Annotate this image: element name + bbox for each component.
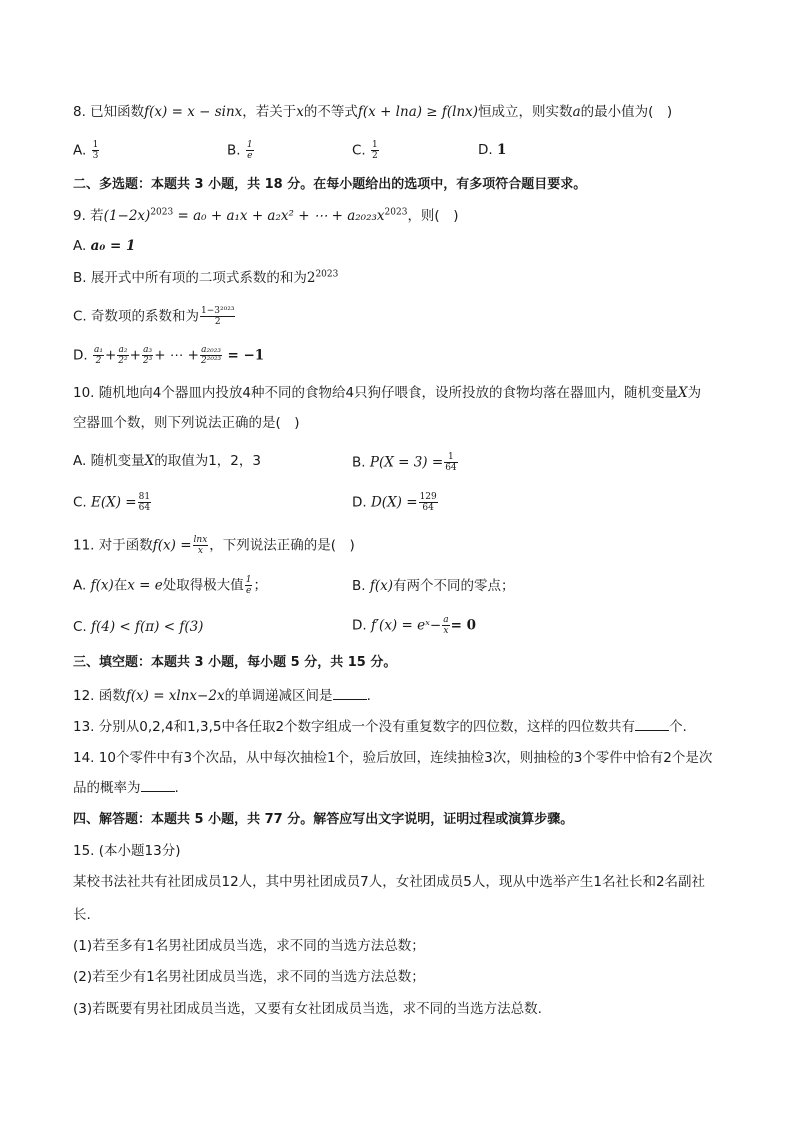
numerator: 1 <box>245 575 252 585</box>
q10-option-d <box>352 492 439 513</box>
option-label: B. <box>227 142 241 159</box>
fraction <box>371 140 379 161</box>
q8-option-a <box>73 140 100 161</box>
q12-expr: f(x) = xlnx−2x <box>125 688 225 704</box>
q8-option-c <box>352 140 380 161</box>
q12-prefix: 12. 函数 <box>73 688 126 704</box>
q10-option-b <box>352 452 459 473</box>
q9-prefix: 9. 若 <box>73 208 104 224</box>
q8-func: f(x) = x − sinx <box>144 104 243 120</box>
fraction <box>245 575 253 596</box>
dots: + ⋯ + <box>154 347 199 364</box>
q9-option-c <box>73 306 236 327</box>
q13-stem <box>73 717 687 737</box>
q11-option-b <box>352 576 515 596</box>
fraction <box>93 345 104 366</box>
q10-end: 为 <box>687 385 702 401</box>
q15-stem-line2: 长. <box>73 907 91 923</box>
numerator: 1 <box>372 140 378 150</box>
section-heading-answer: 四、解答题：本题共 5 小题，共 77 分。解答应写出文字说明，证明过程或演算步骤。 <box>73 812 574 827</box>
option-label: B. <box>352 578 366 594</box>
option-label: C. <box>73 494 87 511</box>
denominator: 3 <box>92 151 99 161</box>
option-x: x = e <box>127 577 163 594</box>
q10-stem-line2: 空器皿个数，则下列说法正确的是( ) <box>73 415 300 431</box>
option-func: f(x) <box>90 577 114 594</box>
option-label: D. <box>73 347 88 364</box>
option-label: A. <box>73 142 87 159</box>
option-expr: f′(x) = eˣ− <box>370 617 442 634</box>
q8-var2: a <box>572 104 581 120</box>
fraction <box>142 345 153 366</box>
q8-text4: 恒成立，则实数 <box>478 104 573 120</box>
q9-exp: 2023 <box>150 207 174 218</box>
q8-text2: ，若关于 <box>242 104 297 120</box>
answer-blank <box>333 686 367 700</box>
option-label: C. <box>352 142 366 159</box>
denominator: e <box>247 151 253 161</box>
denominator: x <box>443 626 449 636</box>
option-text: C. 奇数项的系数和为 <box>73 308 200 325</box>
q10-var: X <box>678 385 688 401</box>
q9-rhs: = a₀ + a₁x + a₂x² + ⋯ + a₂₀₂₃x <box>173 208 385 224</box>
option-func: f(x) <box>369 578 394 594</box>
option-expr: P(X = 3) = <box>369 454 444 471</box>
fraction <box>200 306 235 327</box>
q11-prefix: 11. 对于函数 <box>73 537 153 554</box>
q9-suffix: ，则( ) <box>407 208 459 224</box>
q15-part1: (1)若至多有1名男社团成员当选，求不同的当选方法总数； <box>73 938 425 954</box>
q15-part3: (3)若既要有男社团成员当选，又要有女社团成员当选，求不同的当选方法总数. <box>73 1001 542 1017</box>
option-label: A. <box>73 238 87 254</box>
numerator: a₂₀₂₃ <box>201 345 221 355</box>
q11-stem <box>73 535 355 556</box>
q11-suffix: ，下列说法正确的是( ) <box>209 537 355 554</box>
q8-var: x <box>296 104 304 120</box>
q15-stem-line1: 某校书法社共有社团成员12人，其中男社团成员7人，女社团成员5人，现从中选举产生1名社长和2名副社 <box>73 874 706 890</box>
q12-end: . <box>366 688 371 704</box>
q10-stem-line1 <box>73 383 701 403</box>
option-expr: D(X) = <box>370 494 418 511</box>
numerator: 1−3²⁰²³ <box>201 306 235 316</box>
denominator: 64 <box>445 463 457 473</box>
q13-end: 个. <box>669 719 687 735</box>
option-label: C. <box>73 619 87 635</box>
numerator: a <box>443 615 449 625</box>
denominator: 2²⁰²³ <box>201 356 222 366</box>
numerator: 129 <box>419 492 437 502</box>
option-rhs: = −1 <box>227 347 265 364</box>
option-exp: 2023 <box>315 269 339 280</box>
q10-option-a <box>73 451 261 471</box>
option-expr: f(4) < f(π) < f(3) <box>91 619 204 635</box>
denominator: x <box>197 546 203 556</box>
numerator: 1 <box>444 452 457 463</box>
option-label: D. <box>352 617 367 634</box>
fraction <box>444 452 457 473</box>
numerator: 1 <box>246 140 253 150</box>
section-heading-fill-blank: 三、填空题：本题共 3 小题，每小题 5 分，共 15 分。 <box>73 655 397 670</box>
q14-text: 品的概率为 <box>73 780 141 796</box>
fraction <box>200 345 222 366</box>
option-label: D. <box>352 494 367 511</box>
q9-expr: (1−2x) <box>103 208 151 224</box>
q8-text: 8. 已知函数 <box>73 104 145 120</box>
denominator: e <box>245 586 252 596</box>
option-rest: 有两个不同的零点； <box>393 578 515 594</box>
denominator: 64 <box>422 503 434 513</box>
option-value: 1 <box>496 142 507 158</box>
q8-text3: 的不等式 <box>303 104 358 120</box>
option-label: B. <box>352 454 366 471</box>
q12-stem <box>73 686 371 706</box>
option-base: 2 <box>306 270 316 286</box>
option-expr: E(X) = <box>91 494 137 511</box>
q8-stem <box>73 102 672 122</box>
option-rest: 处取得极大值 <box>162 577 244 594</box>
q14-stem-line2 <box>73 778 179 798</box>
numerator: a₁ <box>93 345 103 355</box>
q11-func: f(x) = <box>152 537 192 554</box>
q8-option-b <box>227 140 255 161</box>
option-rest: 的取值为1，2，3 <box>154 453 261 469</box>
q10-option-c <box>73 492 152 513</box>
option-label: A. <box>73 577 87 594</box>
denominator: 2² <box>118 356 128 366</box>
option-expr: a₀ = 1 <box>90 238 136 254</box>
option-text: B. 展开式中所有项的二项式系数的和为 <box>73 270 307 286</box>
option-var: X <box>144 453 155 469</box>
denominator: 2 <box>214 317 221 327</box>
option-label: D. <box>478 142 493 158</box>
q15-part2: (2)若至少有1名男社团成员当选，求不同的当选方法总数； <box>73 969 425 985</box>
q11-option-d <box>352 615 476 636</box>
q12-suffix: 的单调递减区间是 <box>224 688 333 704</box>
q8-end: 的最小值为( ) <box>580 104 673 120</box>
fraction <box>442 615 449 636</box>
denominator: 2 <box>95 356 102 366</box>
q9-option-d: D. $\frac{\text{a₁}}{2}$ + $\frac{\text{a₂}}{\text{2²}}$ + $\frac{\text{a₃}}{\text{2³}}$ + ⋯ + $\frac{\text{a₂₀₂₃}}{\text{2²⁰²³}}$ = −1 <box>73 345 265 366</box>
q9-option-b <box>73 268 338 288</box>
option-mid: 在 <box>113 577 128 594</box>
q11-option-a <box>73 575 267 596</box>
denominator: 2³ <box>142 356 153 366</box>
q8-ineq: f(x + lna) ≥ f(lnx) <box>357 104 479 120</box>
answer-blank <box>635 717 669 731</box>
option-text: A. 随机变量 <box>73 453 145 469</box>
q8-option-d <box>478 140 506 160</box>
q15-header: 15. (本小题13分) <box>73 843 181 859</box>
q14-end: . <box>174 780 179 796</box>
option-end: = 0 <box>450 617 476 634</box>
fraction <box>419 492 438 513</box>
fraction <box>246 140 254 161</box>
q14-stem-line1: 14. 10个零件中有3个次品，从中每次抽检1个，验后放回，连续抽检3次，则抽检的3个零件中恰有2个是次 <box>73 750 713 766</box>
numerator: lnx <box>193 535 208 545</box>
q10-text: 10. 随机地向4个器皿内投放4种不同的食物给4只狗仔喂食，设所投放的食物均落在器皿内，随机变量 <box>73 385 679 401</box>
numerator: 81 <box>138 492 151 502</box>
q9-stem <box>73 206 458 226</box>
option-end: ； <box>253 577 267 594</box>
q9-option-a <box>73 236 135 256</box>
denominator: 2 <box>372 151 378 161</box>
denominator: 64 <box>138 503 151 513</box>
fraction <box>117 345 128 366</box>
numerator: a₃ <box>143 345 153 355</box>
answer-blank <box>141 778 175 792</box>
q11-option-c <box>73 617 203 637</box>
fraction <box>92 140 100 161</box>
q9-rhs-exp: 2023 <box>384 207 408 218</box>
q13-text: 13. 分别从0,2,4和1,3,5中各任取2个数字组成一个没有重复数字的四位数，这样的四位数共有 <box>73 719 636 735</box>
fraction <box>138 492 151 513</box>
section-heading-multi-choice: 二、多选题：本题共 3 小题，共 18 分。在每小题给出的选项中，有多项符合题目要求。 <box>73 177 587 192</box>
numerator: 1 <box>92 140 99 150</box>
numerator: a₂ <box>118 345 128 355</box>
fraction <box>193 535 209 556</box>
